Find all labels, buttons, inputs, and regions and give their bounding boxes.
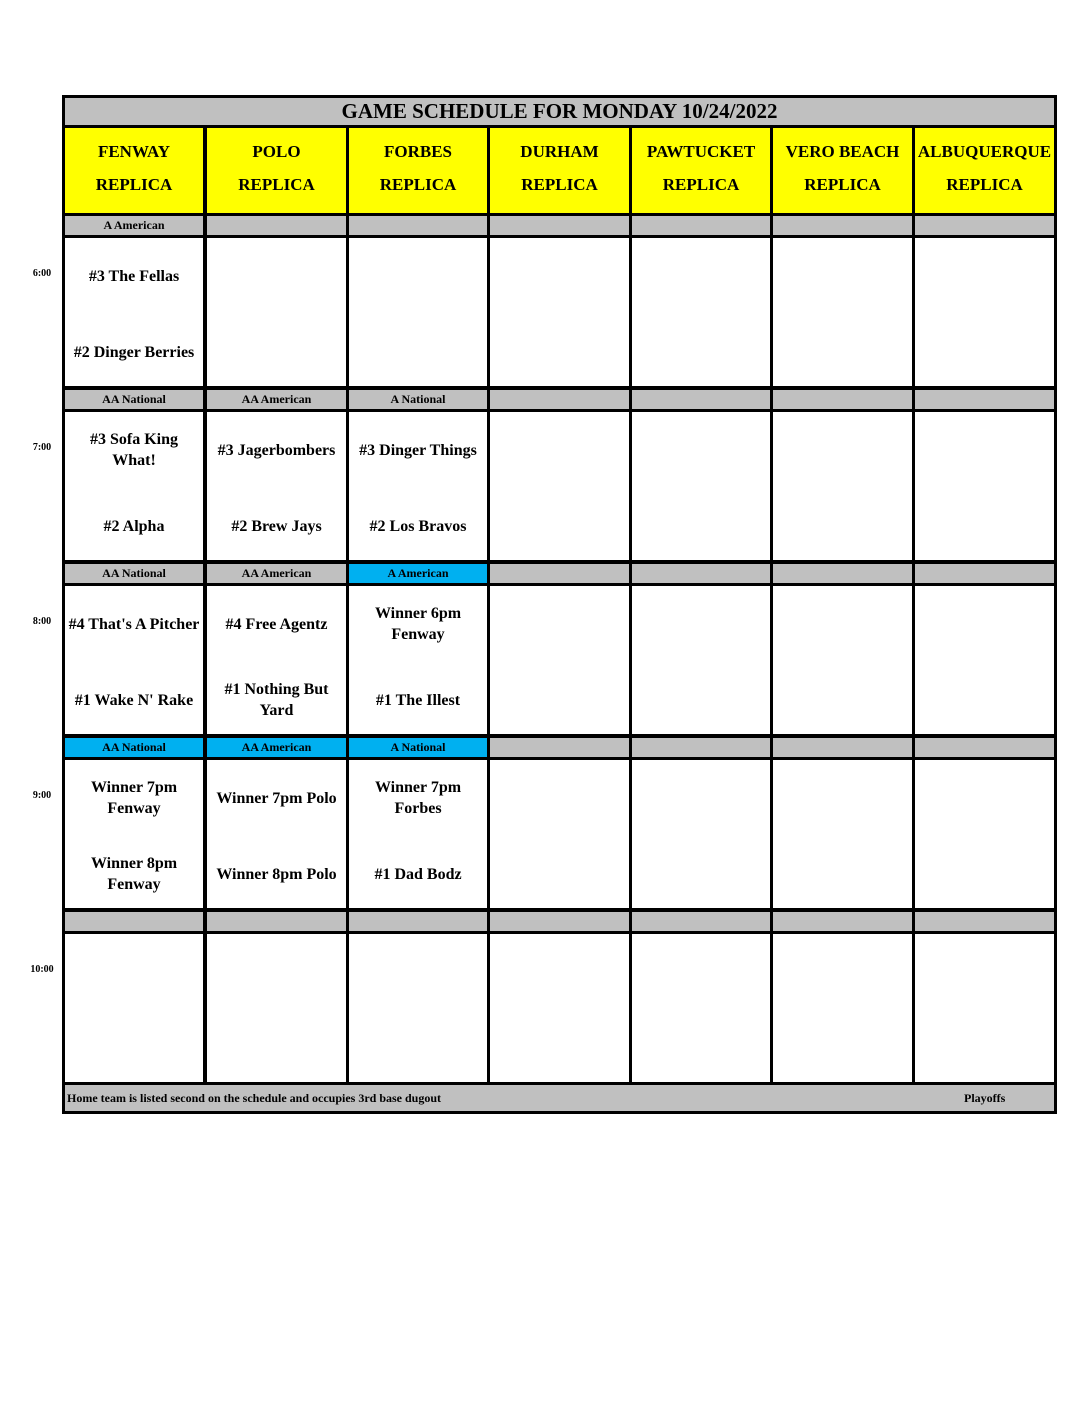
home-team: #2 Brew Jays — [231, 517, 322, 535]
game-cell — [349, 238, 487, 386]
away-team: #4 Free Agentz — [225, 615, 328, 633]
away-team: Winner 7pm Fenway — [90, 779, 178, 817]
field-type: REPLICA — [804, 175, 881, 194]
home-team: #1 Nothing But Yard — [224, 681, 329, 719]
home-team — [773, 328, 912, 376]
home-team — [490, 850, 629, 898]
field-type: REPLICA — [662, 175, 740, 194]
division-label: AA American — [207, 564, 346, 583]
home-team — [915, 850, 1054, 898]
division-label — [773, 564, 912, 583]
away-team — [632, 948, 770, 996]
field-type: REPLICA — [238, 175, 315, 194]
game-cell — [773, 412, 912, 560]
footer-row — [65, 1085, 1054, 1111]
division-label: A American — [65, 216, 203, 235]
home-team: Winner 8pm Polo — [216, 865, 337, 883]
home-team: #1 Dad Bodz — [374, 865, 462, 883]
field-type: REPLICA — [379, 175, 457, 194]
home-team — [915, 676, 1054, 724]
division-label — [915, 390, 1054, 409]
away-team — [915, 948, 1054, 996]
field-header — [773, 128, 912, 213]
division-label — [207, 216, 346, 235]
away-team — [773, 948, 912, 996]
away-team: #3 Dinger Things — [359, 441, 477, 459]
home-team — [632, 1024, 770, 1072]
away-team: #3 The Fellas — [88, 267, 180, 285]
away-team: #4 That's A Pitcher — [68, 615, 200, 633]
time-label: 9:00 — [32, 790, 52, 801]
game-cell — [65, 238, 203, 386]
game-cell — [207, 238, 346, 386]
away-team — [632, 774, 770, 822]
home-team — [349, 328, 487, 376]
division-label — [490, 216, 629, 235]
field-name: VERO BEACH — [785, 142, 900, 161]
game-cell — [207, 934, 346, 1082]
away-team — [490, 948, 629, 996]
home-team — [632, 328, 770, 376]
field-name: FORBES — [383, 142, 453, 161]
division-label — [915, 564, 1054, 583]
game-cell — [490, 412, 629, 560]
home-team — [490, 502, 629, 550]
away-team — [490, 426, 629, 474]
game-cell — [632, 760, 770, 908]
division-label — [65, 912, 203, 931]
away-team — [915, 252, 1054, 300]
division-label: AA American — [207, 738, 346, 757]
field-name: PAWTUCKET — [646, 142, 756, 161]
home-team — [490, 676, 629, 724]
division-label — [915, 738, 1054, 757]
division-label — [915, 216, 1054, 235]
game-cell — [773, 238, 912, 386]
game-cell — [207, 412, 346, 560]
game-cell — [915, 934, 1054, 1082]
game-cell — [915, 412, 1054, 560]
away-team — [915, 426, 1054, 474]
away-team: #3 Jagerbombers — [217, 441, 336, 459]
division-label — [490, 390, 629, 409]
game-cell — [349, 934, 487, 1082]
home-team: #2 Dinger Berries — [73, 343, 195, 361]
division-label — [632, 216, 770, 235]
field-header — [207, 128, 346, 213]
away-team — [490, 252, 629, 300]
division-label — [349, 912, 487, 931]
field-header — [915, 128, 1054, 213]
game-cell — [490, 760, 629, 908]
home-team — [632, 850, 770, 898]
footer-tag: Playoffs — [964, 1091, 1006, 1105]
game-cell — [65, 412, 203, 560]
home-team: #1 The Illest — [375, 691, 461, 709]
game-cell — [773, 934, 912, 1082]
away-team — [349, 948, 487, 996]
home-team — [773, 1024, 912, 1072]
game-cell — [632, 412, 770, 560]
game-cell — [349, 760, 487, 908]
game-cell — [915, 586, 1054, 734]
game-cell — [915, 238, 1054, 386]
home-team — [65, 1024, 203, 1072]
game-cell — [207, 760, 346, 908]
home-team — [773, 850, 912, 898]
field-type: REPLICA — [946, 175, 1023, 194]
home-team — [207, 328, 346, 376]
away-team — [632, 252, 770, 300]
home-team — [490, 328, 629, 376]
away-team — [773, 426, 912, 474]
division-label: A National — [349, 738, 487, 757]
division-label — [490, 564, 629, 583]
game-cell — [349, 412, 487, 560]
away-team: Winner 6pm Fenway — [374, 605, 462, 643]
away-team — [207, 948, 346, 996]
away-team — [632, 426, 770, 474]
home-team — [490, 1024, 629, 1072]
field-name: ALBUQUERQUE — [917, 142, 1052, 161]
field-name: FENWAY — [97, 142, 171, 161]
division-label — [632, 912, 770, 931]
home-team — [773, 502, 912, 550]
division-label — [349, 216, 487, 235]
game-cell — [490, 934, 629, 1082]
division-label — [773, 216, 912, 235]
division-label: AA American — [207, 390, 346, 409]
field-header — [490, 128, 629, 213]
schedule-table — [62, 95, 1057, 1114]
away-team — [773, 774, 912, 822]
page-title: GAME SCHEDULE FOR MONDAY 10/24/2022 — [65, 98, 1054, 125]
division-label — [773, 390, 912, 409]
division-label — [632, 564, 770, 583]
home-team — [773, 676, 912, 724]
home-team — [207, 1024, 346, 1072]
field-header — [632, 128, 770, 213]
field-name: DURHAM — [520, 142, 599, 161]
away-team — [490, 774, 629, 822]
division-label: AA National — [65, 738, 203, 757]
game-cell — [65, 934, 203, 1082]
game-cell — [65, 586, 203, 734]
home-team: #2 Los Bravos — [369, 517, 467, 535]
time-label: 6:00 — [32, 268, 52, 279]
game-cell — [65, 760, 203, 908]
away-team — [915, 600, 1054, 648]
away-team: Winner 7pm Polo — [216, 789, 337, 807]
away-team: #3 Sofa King What! — [89, 431, 178, 469]
game-cell — [773, 586, 912, 734]
home-team — [915, 328, 1054, 376]
away-team — [632, 600, 770, 648]
away-team — [773, 252, 912, 300]
game-cell — [915, 760, 1054, 908]
division-label — [632, 738, 770, 757]
division-label: AA National — [65, 564, 203, 583]
division-label: A National — [349, 390, 487, 409]
field-type: REPLICA — [95, 175, 173, 194]
away-team — [207, 252, 346, 300]
division-label — [207, 912, 346, 931]
home-team — [915, 1024, 1054, 1072]
away-team — [490, 600, 629, 648]
division-label: A American — [349, 564, 487, 583]
division-label — [632, 390, 770, 409]
home-team — [349, 1024, 487, 1072]
away-team — [915, 774, 1054, 822]
home-team — [915, 502, 1054, 550]
field-name: POLO — [252, 142, 301, 161]
division-label — [773, 912, 912, 931]
game-cell — [632, 934, 770, 1082]
away-team — [773, 600, 912, 648]
game-cell — [207, 586, 346, 734]
division-label: AA National — [65, 390, 203, 409]
away-team — [65, 948, 203, 996]
game-cell — [632, 586, 770, 734]
division-label — [490, 738, 629, 757]
field-header — [349, 128, 487, 213]
game-cell — [349, 586, 487, 734]
game-cell — [490, 586, 629, 734]
away-team: Winner 7pm Forbes — [374, 779, 462, 817]
time-label: 8:00 — [32, 616, 52, 627]
footer-note: Home team is listed second on the schedule and occupies 3rd base dugout — [67, 1091, 442, 1105]
division-label — [773, 738, 912, 757]
field-header — [65, 128, 203, 213]
home-team: #1 Wake N' Rake — [74, 691, 194, 709]
away-team — [349, 252, 487, 300]
home-team — [632, 502, 770, 550]
game-cell — [773, 760, 912, 908]
time-label: 7:00 — [32, 442, 52, 453]
home-team: Winner 8pm Fenway — [90, 855, 178, 893]
field-type: REPLICA — [521, 175, 598, 194]
game-cell — [632, 238, 770, 386]
division-label — [915, 912, 1054, 931]
time-label: 10:00 — [30, 964, 54, 975]
game-cell — [490, 238, 629, 386]
home-team — [632, 676, 770, 724]
division-label — [490, 912, 629, 931]
home-team: #2 Alpha — [103, 517, 165, 535]
